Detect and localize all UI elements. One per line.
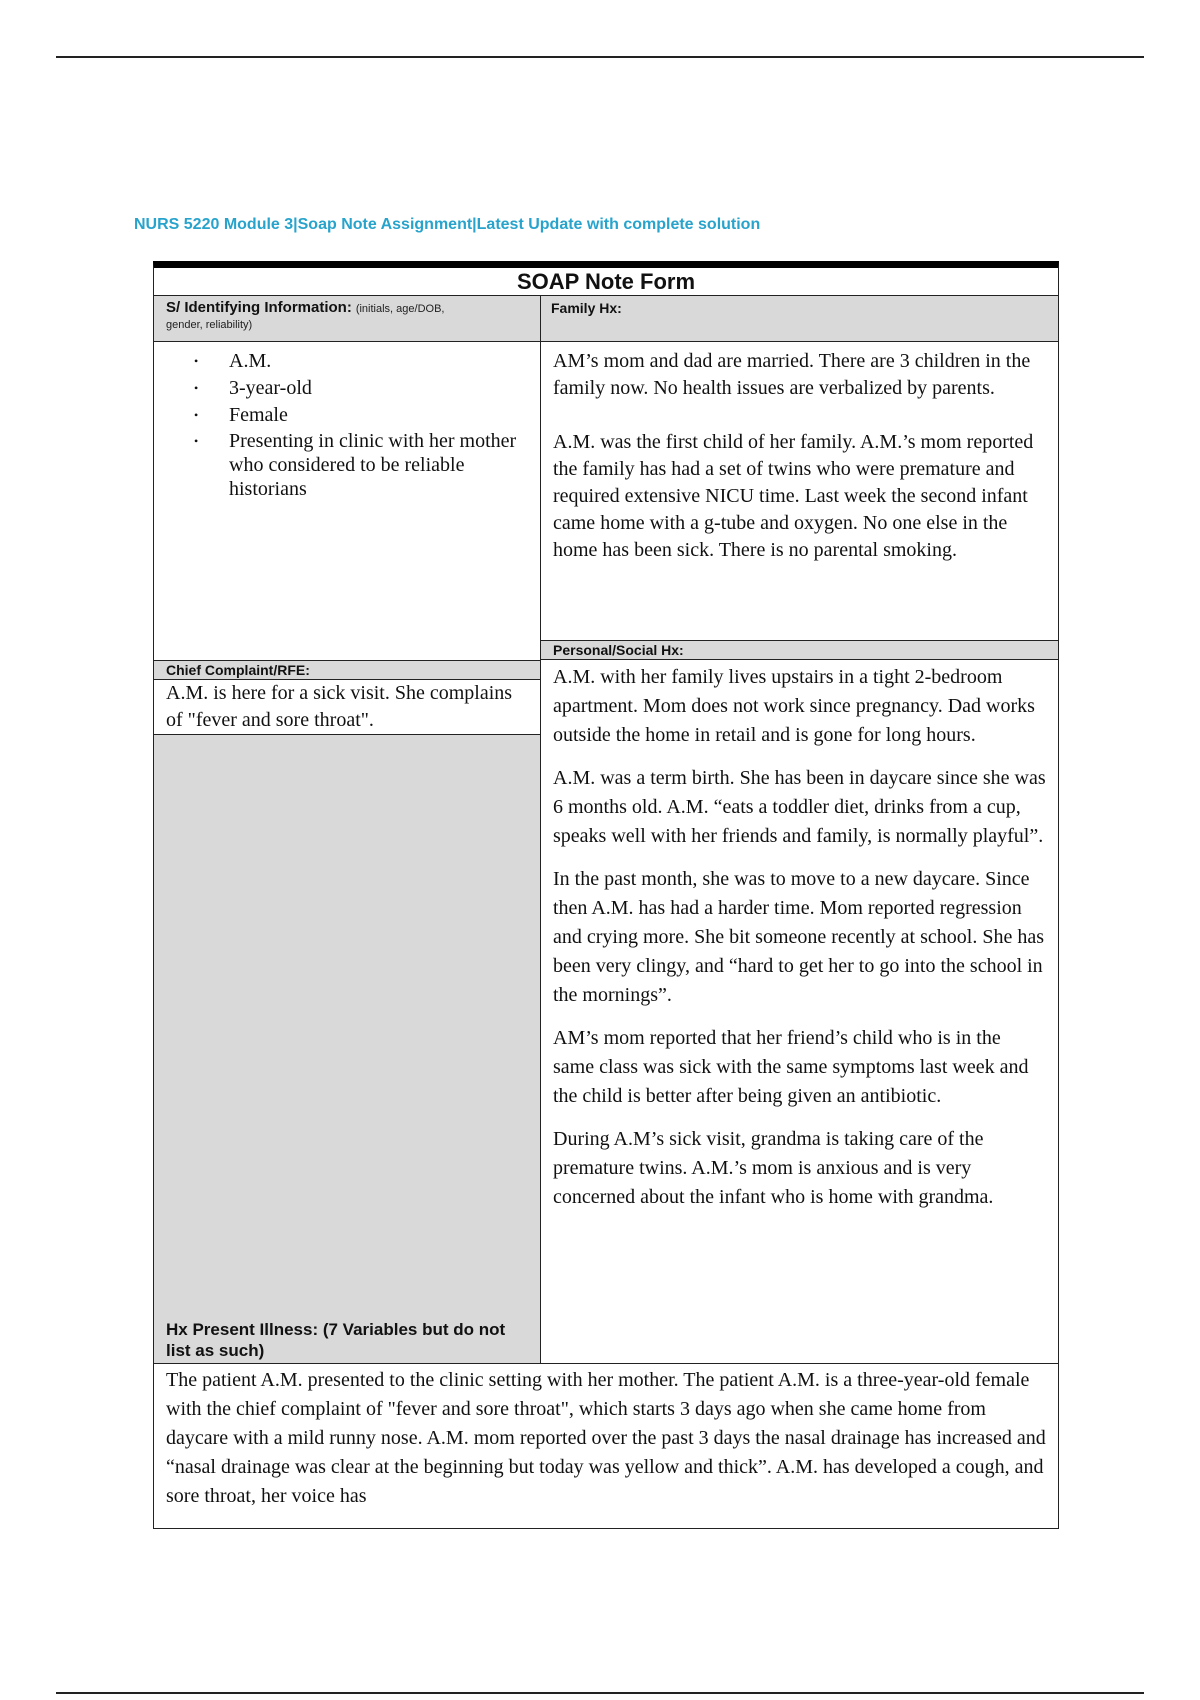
list-item: • 3-year-old <box>194 375 530 402</box>
family-hx-paragraph: AM’s mom and dad are married. There are 3 children in the family now. No health issues are verbalized by parents. <box>553 350 1031 399</box>
identifying-info-cell <box>154 342 540 660</box>
family-hx-header <box>540 296 1058 342</box>
chief-complaint-header <box>154 660 540 680</box>
top-rule <box>56 56 1144 58</box>
soap-note-form <box>153 261 1059 1529</box>
identifying-info-label: S/ Identifying Information: <box>166 299 352 316</box>
list-item: • Presenting in clinic with her mother who considered to be reliable historians <box>194 429 530 501</box>
personal-social-hx-label: Personal/Social Hx: <box>553 642 684 658</box>
identifying-info-hint: (initials, age/DOB, <box>355 303 445 315</box>
identifying-info-header <box>154 296 540 342</box>
family-hx-label: Family Hx: <box>551 300 622 316</box>
personal-social-hx-cell <box>540 660 1058 1363</box>
chief-complaint-label: Chief Complaint/RFE: <box>166 662 310 678</box>
personal-social-paragraph: AM’s mom reported that her friend’s child who is in the same class was sick with the same symptoms last week and the child is better after being given an antibiotic. <box>553 1027 1029 1107</box>
chief-complaint-cell: A.M. is here for a sick visit. She complains of "fever and sore throat". <box>154 680 540 735</box>
identifying-info-list <box>194 348 530 501</box>
personal-social-paragraph: During A.M’s sick visit, grandma is taking care of the premature twins. A.M.’s mom is anxious and is very concerned about the infant who is home with grandma. <box>553 1128 994 1208</box>
hpi-label: Hx Present Illness: (7 Variables but do not list as such) <box>166 1320 506 1360</box>
hpi-text-cell: The patient A.M. presented to the clinic setting with her mother. The patient A.M. is a three-year-old female with the chief complaint of "fever and sore throat", which starts 3 days ago when she came home from daycare with a mild runny nose. A.M. mom reported over the past 3 days the nasal drainage has increased and “nasal drainage was clear at the beginning but today was yellow and thick”. A.M. has developed a cough, and sore throat, her voice has <box>154 1363 1058 1528</box>
personal-social-paragraph: A.M. with her family lives upstairs in a tight 2-bedroom apartment. Mom does not work since pregnancy. Dad works outside the home in retail and is gone for long hours. <box>553 666 1035 746</box>
personal-social-paragraph: In the past month, she was to move to a new daycare. Since then A.M. has had a harder time. Mom reported regression and crying more. She bit someone recently at school. She has been very clingy, and “hard to get her to go into the school in the mornings”. <box>553 868 1044 1006</box>
personal-social-paragraph: A.M. was a term birth. She has been in daycare since she was 6 months old. A.M. “eats a toddler diet, drinks from a cup, speaks well with her friends and family, is normally playful”. <box>553 767 1046 847</box>
identifying-info-hint-2: gender, reliability) <box>166 319 253 331</box>
personal-social-hx-header <box>540 640 1058 660</box>
hpi-header <box>154 735 540 1363</box>
form-title: SOAP Note Form <box>154 268 1058 296</box>
list-item: • Female <box>194 402 530 429</box>
family-hx-paragraph: A.M. was the first child of her family. A.M.’s mom reported the family has had a set of twins who were premature and required extensive NICU time. Last week the second infant came home with a g-tube and oxygen. No one else in the home has been sick. There is no parental smoking. <box>553 431 1034 561</box>
bottom-rule <box>56 1692 1144 1694</box>
document-title: NURS 5220 Module 3|Soap Note Assignment|Latest Update with complete solution <box>134 216 761 233</box>
list-item: • A.M. <box>194 348 530 375</box>
family-hx-cell <box>540 342 1058 640</box>
